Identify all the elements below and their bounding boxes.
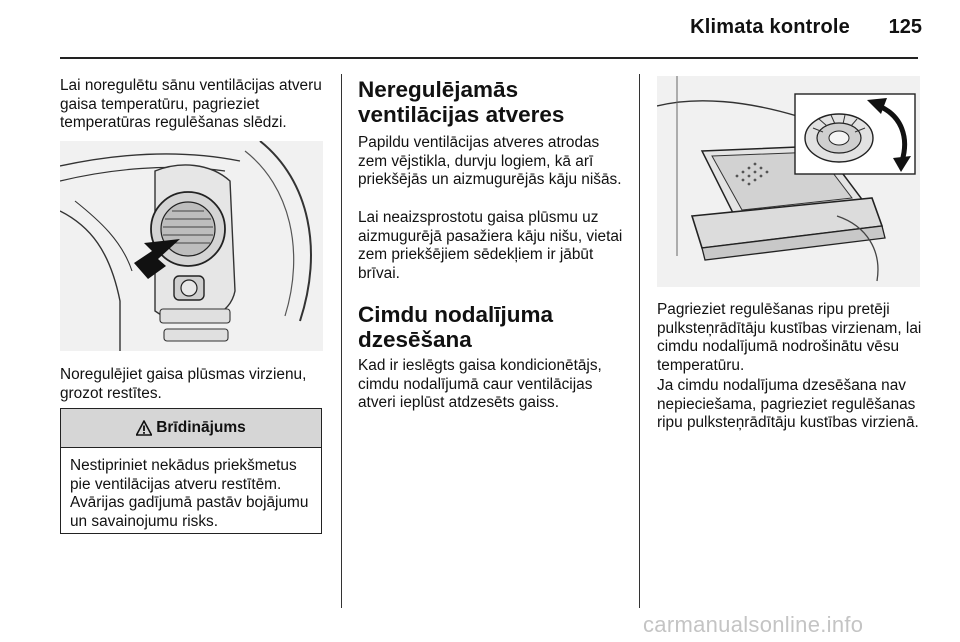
column-divider-left [341, 74, 342, 608]
watermark-text: carmanualsonline.info [643, 612, 864, 637]
fixed-vents-paragraph-1: Papildu ventilācijas atveres atrodas zem vējstikla, durvju logiem, kā arī priekšējās un aizmugurējās kāju nišās. [358, 134, 622, 188]
heading-glovebox-cooling: Cimdu nodalījuma dzesēšana [358, 302, 554, 352]
page-header-title: Klimata kontrole [690, 16, 850, 38]
left-intro-text: Lai noregulētu sānu ventilācijas atveru gaisa temperatūru, pagrieziet temperatūras regulēšanas slēdzi. [60, 77, 322, 131]
page-number: 125 [888, 16, 922, 38]
header-divider [60, 57, 918, 59]
heading-fixed-vents: Neregulējamās ventilācijas atveres [358, 77, 565, 127]
side-vent-drawing [60, 141, 323, 351]
side-vent-illustration [60, 141, 323, 351]
glovebox-illustration [657, 76, 920, 287]
glovebox-cooling-paragraph: Kad ir ieslēgts gaisa kondicionētājs, cimdu nodalījumā caur ventilācijas atveri ieplūst atdzesēts gaiss. [358, 357, 602, 411]
warning-body-text: Nestipriniet nekādus priekšmetus pie ventilācijas atveru restītēm. Avārijas gadījumā pastāv bojājumu un savainojumu risks. [70, 457, 309, 530]
warning-triangle-icon [136, 420, 152, 436]
fixed-vents-paragraph-2: Lai neaizsprostotu gaisa plūsmu uz aizmugurējā pasažiera kāju nišu, vietai zem priekšējiem sēdekļiem ir jābūt brīvai. [358, 209, 623, 282]
warning-box [60, 408, 322, 534]
right-paragraph-2: Ja cimdu nodalījuma dzesēšana nav nepieciešama, pagrieziet regulēšanas ripu pulksteņrādītāju kustības virzienā. [657, 377, 919, 431]
left-caption-text: Noregulējiet gaisa plūsmas virzienu, grozot restītes. [60, 366, 307, 402]
glovebox-drawing [657, 76, 920, 287]
column-divider-right [639, 74, 640, 608]
warning-title: Brīdinājums [156, 419, 246, 436]
warning-header [61, 409, 321, 448]
right-paragraph-1: Pagrieziet regulēšanas ripu pretēji pulksteņrādītāju kustības virzienam, lai cimdu nodalījumā nodrošinātu vēsu temperatūru. [657, 301, 922, 374]
